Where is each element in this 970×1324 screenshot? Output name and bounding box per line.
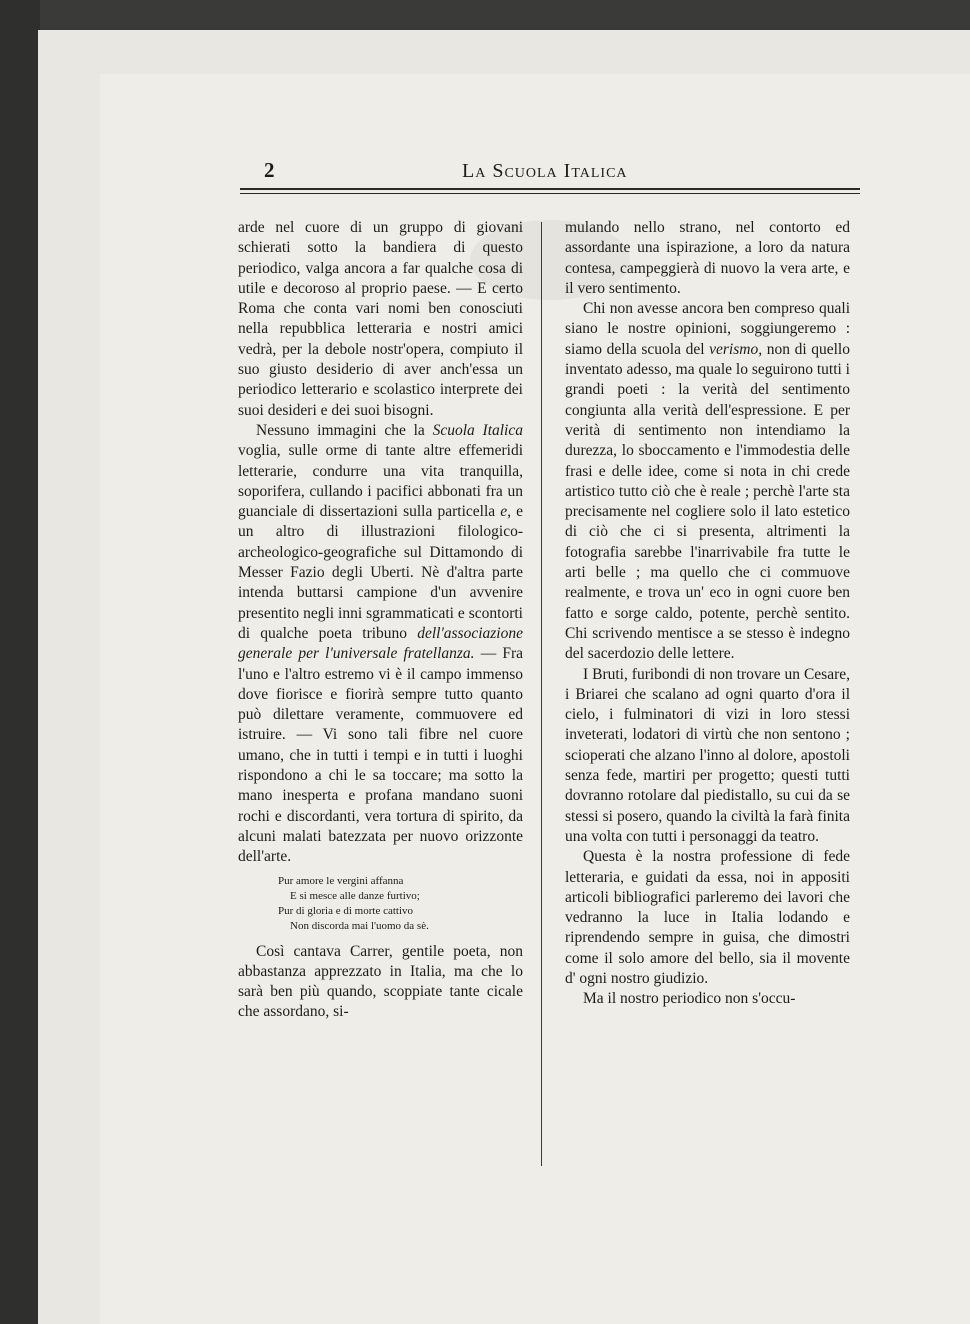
text-run: — Fra l'uno e l'altro estremo vi è il campo immenso dove fiorisce e fiorirà sempre tutto quanto può dilettare veramente, commuovere ed istruire. — Vi sono tali fibre nel cuore umano, che in tutti i tempi e in tutti i luoghi rispondono a chi le sa toccare; ma sotto la mano inesperta e profana mandano suoni rochi e discordanti, vera tortura di spirito, da alcuni malati batezzata per nuovo orizzonte dell'arte.	[238, 645, 523, 866]
header-rule-thick	[240, 188, 860, 190]
poem-line: Non discorda mai l'uomo da sè.	[290, 919, 429, 932]
text-run: non di quello inventato adesso, ma quale lo seguirono tutti i grandi poeti : la verità del sentimento congiunta alla verità dell'espressione. E per verità di sentimento non intendiamo la durezza, lo sboccamento e l'immodestia delle frasi e delle idee, come si nota in chi crede artistico tutto ciò che è reale ; perchè l'arte sta precisamente nel cogliere solo il lato estetico di ciò che ci si presenta, altrimenti la fotografia sarebbe l'inarrivabile fra tutte le arti belle ; ma quello che ci commuove realmente, e trova un' eco in ogni cuore ben fatto e sorge caldo, potente, perchè sentito. Chi scrivendo mentisce a se stesso è indegno del sacerdozio delle lettere.	[565, 340, 850, 663]
page-header	[240, 158, 860, 184]
italic-run: verismo,	[709, 340, 763, 358]
text-run: Nessuno immagini che la	[256, 421, 433, 439]
poem-line: E si mesce alle danze furtivo;	[290, 889, 420, 902]
left-paragraph-1: arde nel cuore di un gruppo di giovani schierati sotto la bandiera di questo periodico, valga ancora a far qualche cosa di utile e decoroso al proprio paese. — E certo Roma che conta vari nomi ben conosciuti nella repubblica letteraria e nostri amici vedrà, per la debole nostr'opera, compiuto il suo giusto desiderio di aver anch'essa un periodico letterario e scolastico interprete dei suoi desideri e dei suoi bisogni.	[238, 219, 523, 419]
journal-title: La Scuola Italica	[462, 160, 628, 182]
right-paragraph-2	[565, 299, 850, 664]
scan-border-top	[0, 0, 970, 32]
right-paragraph-4: Questa è la nostra professione di fede letteraria, e guidati da essa, noi in appositi articoli bibliografici parleremo dei lavori che vedranno la luce in Italia lodando e riprendendo sempre in guisa, che dimostri come il solo amore del bello, sia il movente d' ogni nostro giudizio.	[565, 848, 850, 987]
page-number: 2	[264, 158, 275, 182]
italic-run: dell'associazione generale per l'universale fratellanza.	[238, 624, 523, 663]
poem-line: Pur di gloria e di morte cattivo	[278, 904, 414, 917]
left-paragraph-3: Così cantava Carrer, gentile poeta, non abbastanza apprezzato in Italia, ma che lo sarà ben più quando, scoppiate tante cicale che assordano, si-	[238, 942, 523, 1021]
right-paragraph-3: I Bruti, furibondi di non trovare un Cesare, i Briarei che scalano ad ogni quarto d'ora il cielo, i fulminatori di vizi in loro stessi inveterati, lodatori di virtù che non sentono ; scioperati che alzano l'inno al dolore, apostoli senza fede, martiri per progetto; questi tutti dovranno rotolare dal piedistallo, su cui da se stessi si posero, quando la civiltà la farà finita una volta con tutti i personaggi da teatro.	[565, 665, 850, 845]
header-rule-thin	[240, 193, 860, 194]
scan-border-left	[0, 0, 40, 1324]
right-column	[565, 218, 850, 1010]
italic-run: e,	[500, 503, 511, 521]
text-run: Chi non avesse ancora ben compreso quali siano le nostre opinioni, soggiungeremo : siamo della scuola del	[565, 300, 850, 358]
right-paragraph-5: Ma il nostro periodico non s'occu-	[583, 990, 796, 1008]
left-paragraph-2	[238, 421, 523, 868]
poem-quote	[278, 874, 523, 934]
poem-line: Pur amore le vergini affanna	[278, 874, 404, 887]
italic-run: Scuola Italica	[432, 421, 523, 439]
left-column	[238, 218, 523, 1023]
column-divider	[541, 222, 542, 1166]
text-run: voglia, sulle orme di tante altre effemeridi letterarie, condurre una vita tranquilla, soporifera, cullando i pacifici abbonati fra un guanciale di dissertazioni sulla particella	[238, 442, 523, 521]
text-run: e un altro di illustrazioni filologico-archeologico-geografiche sul Dittamondo di Messer Fazio degli Uberti. Nè d'altra parte intenda buttarsi campione d'un avvenire presentito negli inni sgrammaticati e scontorti di qualche poeta tribuno	[238, 503, 523, 642]
right-paragraph-1: mulando nello strano, nel contorto ed assordante una ispirazione, a loro da natura contesa, campeggierà di nuovo la vera arte, e il vero sentimento.	[565, 219, 850, 297]
